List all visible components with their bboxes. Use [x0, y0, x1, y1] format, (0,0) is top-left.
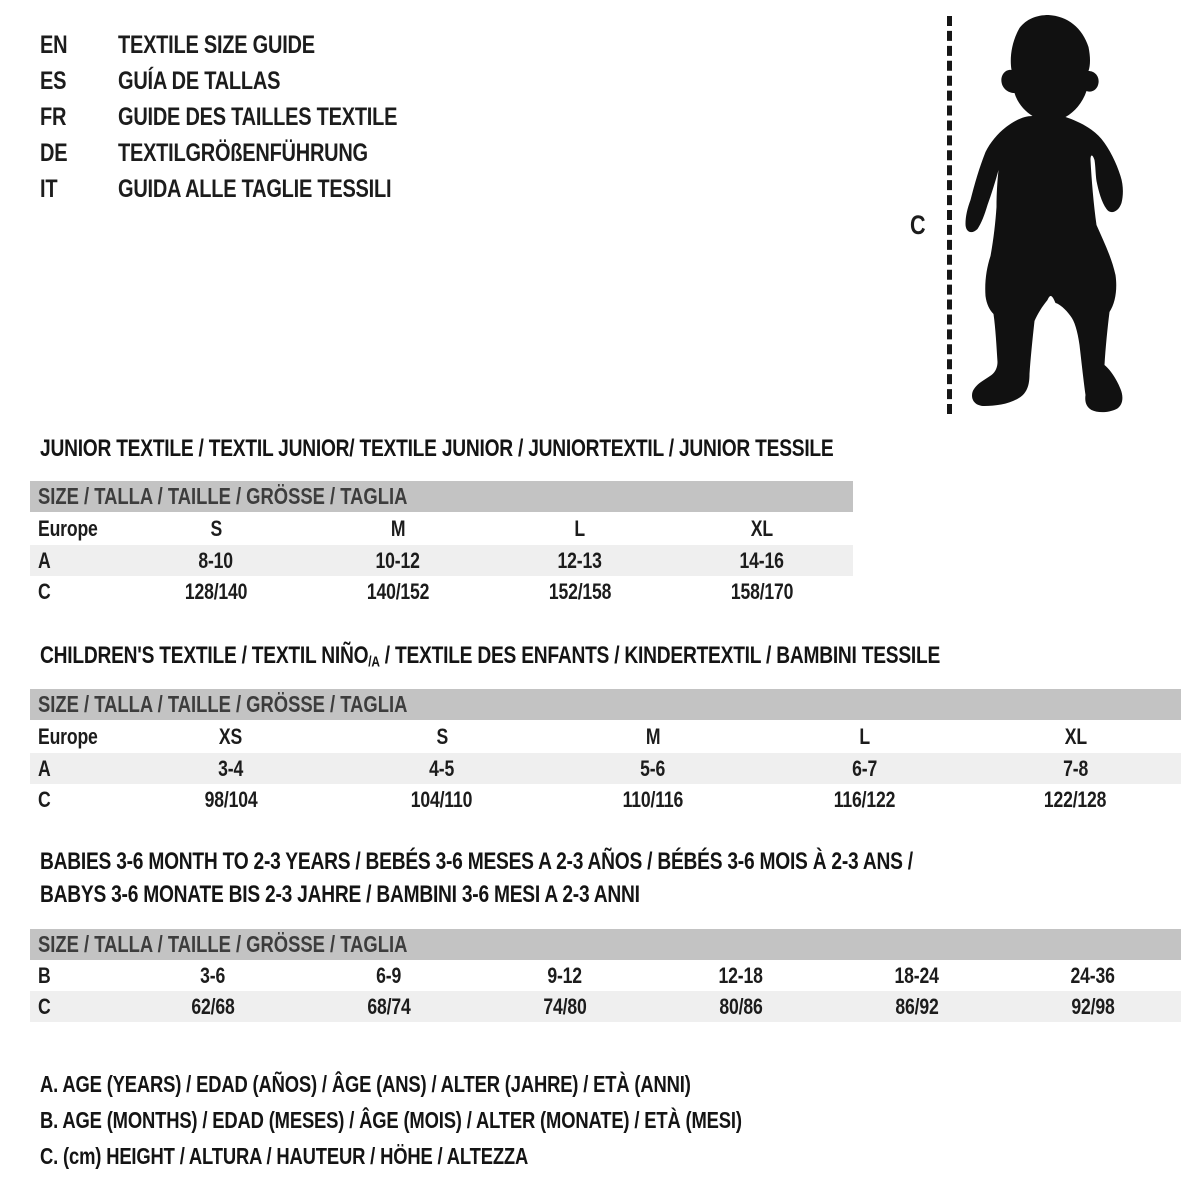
children-size-table [30, 689, 1181, 815]
language-code: DE [40, 138, 68, 167]
row-label: A [38, 755, 51, 781]
size-header: M [645, 723, 661, 749]
cell-value: 152/158 [548, 578, 612, 604]
legend-line-a: A. AGE (YEARS) / EDAD (AÑOS) / ÂGE (ANS) / ALTER (JAHRE) / ETÀ (ANNI) [40, 1070, 691, 1097]
cell-value: 3-6 [200, 962, 226, 988]
language-code: EN [40, 30, 68, 59]
table-header-row [30, 720, 1181, 753]
cell-value: 14-16 [739, 547, 785, 573]
table-row-age [30, 753, 1181, 784]
cell-value: 4-5 [429, 755, 455, 781]
cell-value: 122/128 [1044, 786, 1107, 812]
region-label: Europe [38, 723, 98, 749]
row-label: C [38, 786, 51, 812]
children-section-title: CHILDREN'S TEXTILE / TEXTIL $NIÑO_{/A}$ / TEXTILE DES ENFANTS / KINDERTEXTIL / BAMBINI TESSILE [40, 642, 941, 671]
babies-size-table [30, 929, 1181, 1022]
cell-value: 9-12 [547, 962, 583, 988]
size-header: S [436, 723, 448, 749]
region-label: Europe [38, 515, 98, 541]
cell-value: 62/68 [191, 993, 235, 1019]
nino-a-subscript: /A [368, 654, 380, 671]
cell-value: 18-24 [894, 962, 940, 988]
size-header: XS [219, 723, 243, 749]
cell-value: 104/110 [411, 786, 473, 812]
guide-title-it: GUIDA ALLE TAGLIE TESSILI [118, 174, 392, 203]
language-row-en [40, 27, 467, 63]
language-code: IT [40, 174, 58, 203]
table-header-row [30, 512, 853, 545]
cell-value: 140/152 [366, 578, 430, 604]
height-dashed-line [947, 16, 952, 414]
row-label: C [38, 993, 51, 1019]
cell-value: 92/98 [1071, 993, 1115, 1019]
cell-value: 98/104 [204, 786, 258, 812]
language-code: FR [40, 102, 67, 131]
language-row-de [40, 135, 467, 171]
cell-value: 8-10 [198, 547, 234, 573]
cell-value: 12-18 [718, 962, 764, 988]
measurement-legend [40, 1066, 917, 1174]
table-row-age [30, 545, 853, 576]
size-header: M [390, 515, 406, 541]
cell-value: 110/116 [622, 786, 684, 812]
size-bar: SIZE / TALLA / TAILLE / GRÖSSE / TAGLIA [30, 689, 1181, 720]
cell-value: 68/74 [367, 993, 411, 1019]
toddler-silhouette-icon [962, 13, 1140, 421]
guide-title-es: GUÍA DE TALLAS [118, 66, 281, 95]
cell-value: 158/170 [730, 578, 794, 604]
language-row-es [40, 63, 467, 99]
table-row-age-months [30, 960, 1181, 991]
junior-size-table [30, 481, 853, 607]
language-code: ES [40, 66, 67, 95]
table-row-height [30, 991, 1181, 1022]
cell-value: 86/92 [895, 993, 939, 1019]
size-header: L [574, 515, 586, 541]
cell-value: 128/140 [184, 578, 248, 604]
legend-line-c: C. (cm) HEIGHT / ALTURA / HAUTEUR / HÖHE / ALTEZZA [40, 1142, 529, 1169]
size-bar: SIZE / TALLA / TAILLE / GRÖSSE / TAGLIA [30, 481, 853, 512]
size-bar: SIZE / TALLA / TAILLE / GRÖSSE / TAGLIA [30, 929, 1181, 960]
guide-title-fr: GUIDE DES TAILLES TEXTILE [118, 102, 398, 131]
junior-section-title: JUNIOR TEXTILE / TEXTIL JUNIOR/ TEXTILE JUNIOR / JUNIORTEXTIL / JUNIOR TESSILE [40, 435, 834, 462]
cell-value: 24-36 [1070, 962, 1116, 988]
cell-value: 5-6 [640, 755, 666, 781]
row-label: B [38, 962, 51, 988]
cell-value: 80/86 [719, 993, 763, 1019]
guide-title-en: TEXTILE SIZE GUIDE [118, 30, 315, 59]
cell-value: 10-12 [375, 547, 421, 573]
size-header: S [210, 515, 222, 541]
size-header: XL [1064, 723, 1087, 749]
cell-value: 7-8 [1062, 755, 1088, 781]
size-header: XL [750, 515, 774, 541]
cell-value: 12-13 [557, 547, 603, 573]
cell-value: 6-7 [851, 755, 877, 781]
row-label: C [38, 578, 51, 604]
size-header: L [858, 723, 870, 749]
cell-value: 3-4 [218, 755, 244, 781]
legend-line-b: B. AGE (MONTHS) / EDAD (MESES) / ÂGE (MOIS) / ALTER (MONATE) / ETÀ (MESI) [40, 1106, 742, 1133]
row-label: A [38, 547, 51, 573]
cell-value: 116/122 [833, 786, 895, 812]
language-row-fr [40, 99, 467, 135]
table-row-height [30, 576, 853, 607]
height-measure-label: C [909, 210, 926, 240]
babies-section-title: BABIES 3-6 MONTH TO 2-3 YEARS / BEBÉS 3-6 MESES A 2-3 AÑOS / BÉBÉS 3-6 MOIS À 2-3 ANS / BABYS 3-6 MONATE BIS 2-3 JAHRE / BAMBINI 3-6 MESI A 2-3 ANNI [40, 848, 913, 908]
guide-title-de: TEXTILGRÖßENFÜHRUNG [118, 138, 368, 167]
language-row-it [40, 171, 467, 207]
cell-value: 74/80 [543, 993, 587, 1019]
table-row-height [30, 784, 1181, 815]
language-title-list [40, 27, 467, 207]
cell-value: 6-9 [376, 962, 402, 988]
